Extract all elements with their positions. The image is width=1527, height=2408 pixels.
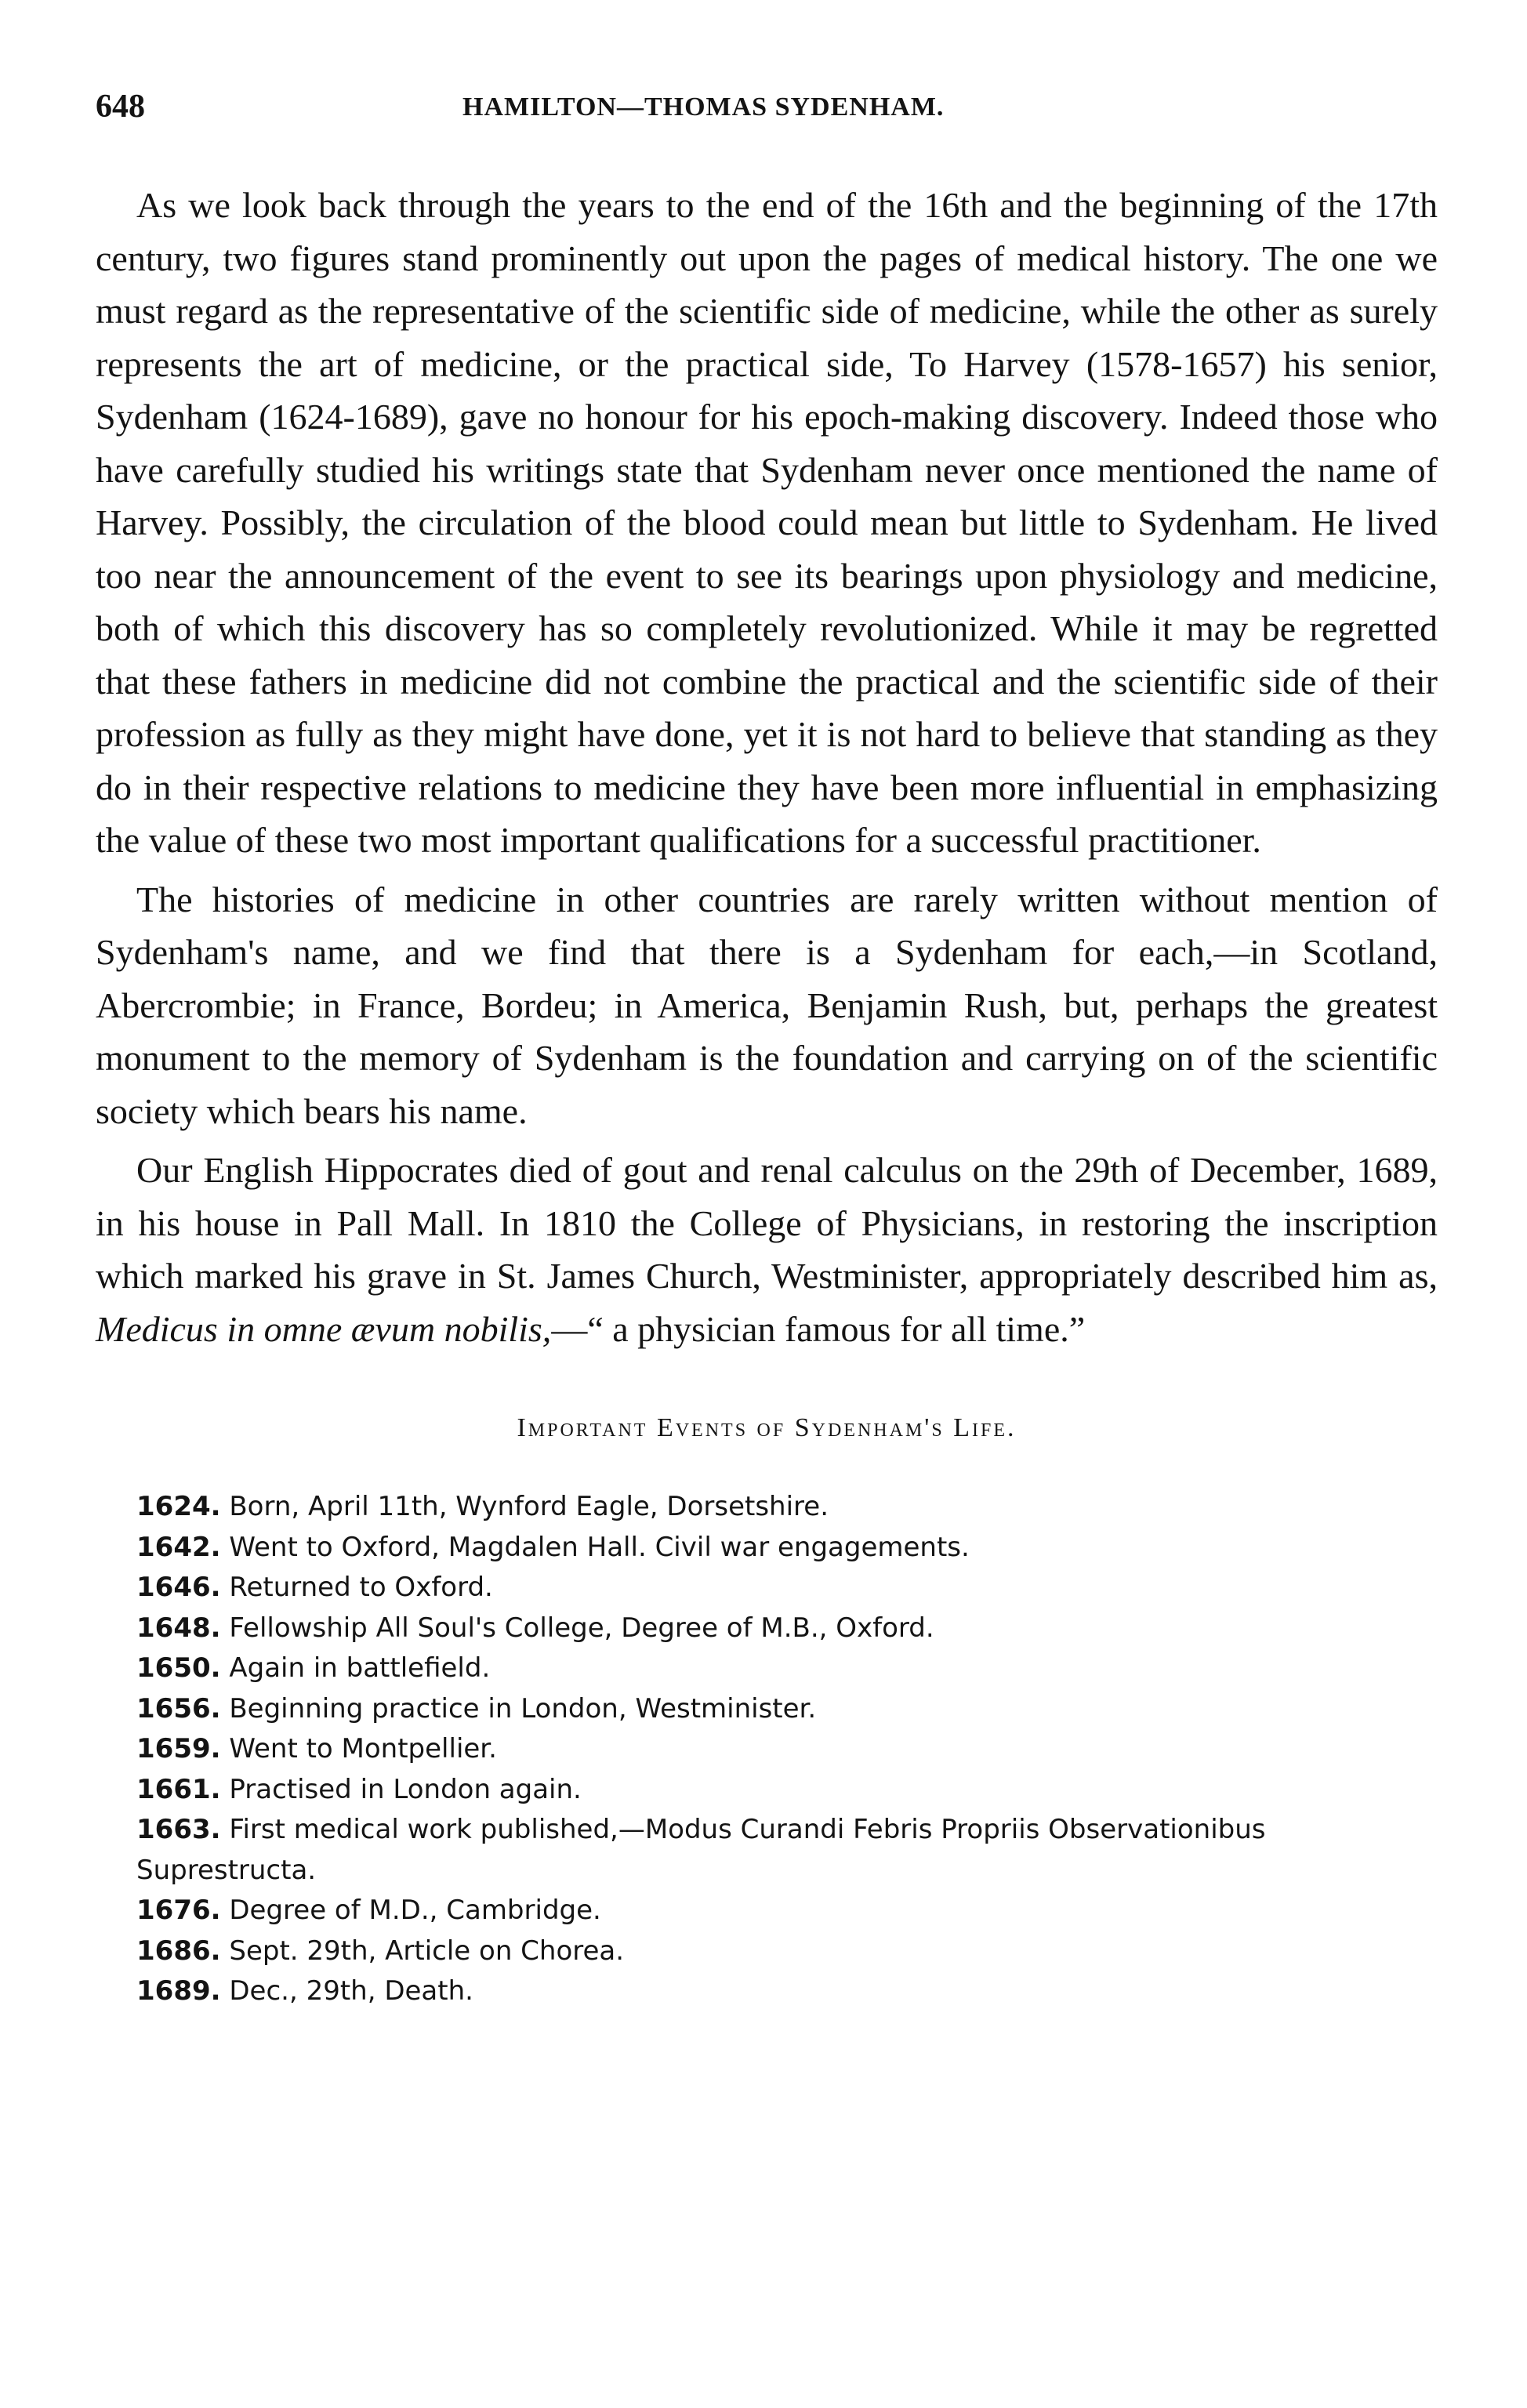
event-year: 1646. (136, 1572, 221, 1603)
event-year: 1661. (136, 1773, 221, 1805)
paragraph-histories-of-medicine: The histories of medicine in other countries are rarely written without mention of Sydenham's name, and we find that there is a Sydenham for each,—in Scotland, Abercrombie; in France, Bordeu; in America, Benjamin Rush, but, perhaps the greatest monument to the memory of Sydenham is the foundation and carrying on of the scientific society which bears his name. (96, 879, 1438, 1131)
event-text: Fellowship All Soul's College, Degree of M.B., Oxford. (229, 1612, 934, 1644)
section-heading: Important Events of Sydenham's Life. (517, 1413, 1017, 1442)
event-text: Went to Montpellier. (229, 1733, 497, 1764)
event-year: 1686. (136, 1935, 221, 1967)
event-year: 1656. (136, 1692, 221, 1724)
event-item (136, 1931, 1438, 1972)
event-item (136, 1729, 1438, 1770)
event-year: 1676. (136, 1895, 221, 1926)
event-year: 1648. (136, 1612, 221, 1644)
event-text: Dec., 29th, Death. (229, 1975, 473, 2007)
running-head: HAMILTON—THOMAS SYDENHAM. (462, 92, 945, 121)
event-item (136, 1971, 1438, 2012)
page-header (96, 88, 1438, 138)
page-number: 648 (96, 89, 145, 125)
event-item (136, 1648, 1438, 1689)
paragraph-death-of-sydenham (96, 1144, 1438, 1355)
paragraph-text-before: Our English Hippocrates died of gout and renal calculus on the 29th of December, 1689, in his house in Pall Mall. In 1810 the College of Physicians, in restoring the inscription which marked his grave in St. James Church, Westminister, appropriately described him as, (96, 1150, 1438, 1296)
event-text: Went to Oxford, Magdalen Hall. Civil war engagements. (229, 1531, 970, 1563)
paragraph-text-after: —“ a physician famous for all time.” (551, 1308, 1086, 1349)
event-item (136, 1770, 1438, 1811)
paragraph-harvey-sydenham: As we look back through the years to the end of the 16th and the beginning of the 17th century, two figures stand prominently out upon the pages of medical history. The one we must regard as the representative of the scientific side of medicine, while the other as surely represents the art of medicine, or the practical side, To Harvey (1578-1657) his senior, Sydenham (1624-1689), gave no honour for his epoch-making discovery. Indeed those who have carefully studied his writings state that Sydenham never once mentioned the name of Harvey. Possibly, the circulation of the blood could mean but little to Sydenham. He lived too near the announcement of the event to see its bearings upon physiology and medicine, both of which this discovery has so completely revolutionized. While it may be regretted that these fathers in medicine did not combine the practical and the scientific side of their profession as fully as they might have done, yet it is not hard to believe that standing as they do in their respective relations to medicine they have been more influential in emphasizing the value of these two most important qualifications for a successful practitioner. (96, 185, 1438, 860)
event-item (136, 1568, 1438, 1608)
event-year: 1689. (136, 1975, 221, 2007)
event-item (136, 1487, 1438, 1528)
event-text: Born, April 11th, Wynford Eagle, Dorsetshire. (229, 1491, 829, 1522)
event-text: Sept. 29th, Article on Chorea. (229, 1935, 625, 1967)
event-year: 1624. (136, 1491, 221, 1522)
event-year: 1663. (136, 1814, 221, 1845)
body-text (96, 179, 1438, 1355)
event-text: Beginning practice in London, Westminister. (229, 1692, 817, 1724)
event-year: 1642. (136, 1531, 221, 1563)
event-year: 1659. (136, 1733, 221, 1764)
event-item (136, 1810, 1438, 1891)
document-page (96, 88, 1438, 2012)
event-item (136, 1528, 1438, 1568)
event-item (136, 1689, 1438, 1730)
event-text: First medical work published,—Modus Curandi Febris Propriis Observationibus Suprestructa. (136, 1814, 1266, 1886)
event-item (136, 1891, 1438, 1931)
event-item (136, 1608, 1438, 1649)
event-text: Again in battlefield. (229, 1652, 491, 1684)
event-text: Returned to Oxford. (229, 1572, 493, 1603)
event-text: Practised in London again. (229, 1773, 582, 1805)
event-text: Degree of M.D., Cambridge. (229, 1895, 601, 1926)
event-year: 1650. (136, 1652, 221, 1684)
latin-inscription: Medicus in omne ævum nobilis, (96, 1308, 552, 1349)
events-list (96, 1487, 1438, 2012)
